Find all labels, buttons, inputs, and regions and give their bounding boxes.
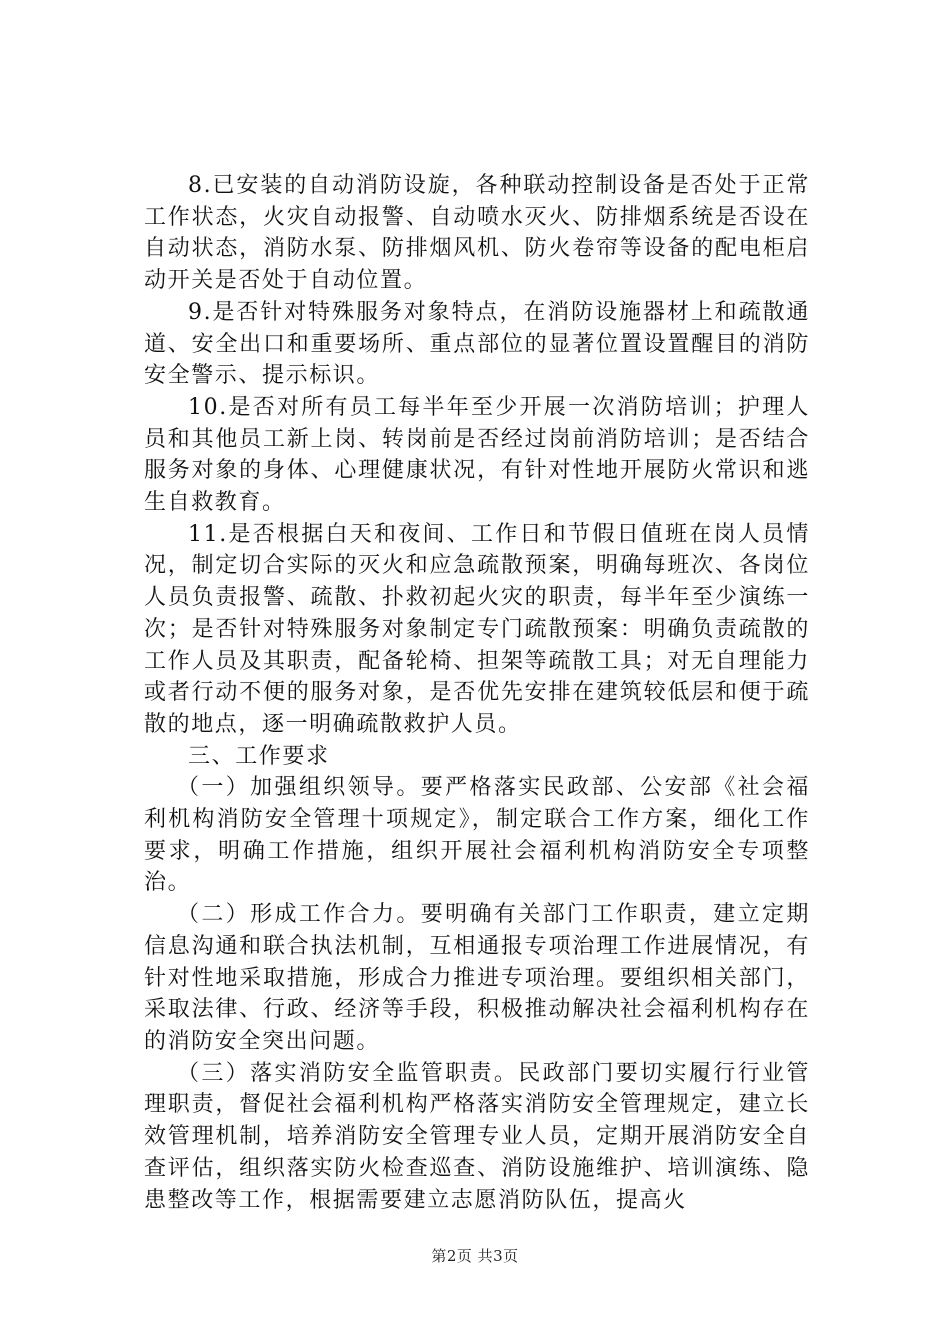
section-heading-work-requirements: 三、工作要求: [188, 743, 330, 769]
paragraph-item-11: 11.是否根据白天和夜间、工作日和节假日值班在岗人员情况，制定切合实际的灭火和应急疏散预案，明确每班次、各岗位人员负责报警、疏散、扑救初起火灾的职责，每半年至少演练一次；是否针对特殊服务对象制定专门疏散预案：明确负责疏散的工作人员及其职责，配备轮椅、担架等疏散工具；对无自理能力或者行动不便的服务对象，是否优先安排在建筑较低层和便于疏散的地点，逐一明确疏散救护人员。: [144, 521, 810, 737]
paragraph-item-9: 9.是否针对特殊服务对象特点，在消防设施器材上和疏散通道、安全出口和重要场所、重点部位的显著位置设置醒目的消防安全警示、提示标识。: [144, 299, 810, 389]
page-number-label: 第2页 共3页: [431, 1247, 519, 1265]
paragraph-item-8: 8.已安装的自动消防设旋，各种联动控制设备是否处于正常工作状态，火灾自动报警、自动喷水灭火、防排烟系统是否设在自动状态，消防水泵、防排烟风机、防火卷帘等设备的配电柜启动开关是否处于自动位置。: [144, 173, 810, 294]
paragraph-requirement-1: （一）加强组织领导。要严格落实民政部、公安部《社会福利机构消防安全管理十项规定》，制定联合工作方案，细化工作要求，明确工作措施，组织开展社会福利机构消防安全专项整治。: [144, 775, 810, 896]
paragraph-item-10: 10.是否对所有员工每半年至少开展一次消防培训；护理人员和其他员工新上岗、转岗前是否经过岗前消防培训；是否结合服务对象的身体、心理健康状况，有针对性地开展防火常识和逃生自救教育。: [144, 394, 810, 516]
paragraph-requirement-3: （三）落实消防安全监管职责。民政部门要切实履行行业管理职责，督促社会福利机构严格落实消防安全管理规定，建立长效管理机制，培养消防安全管理专业人员，定期开展消防安全自查评估，组织落实防火检查巡查、消防设施维护、培训演练、隐患整改等工作，根据需要建立志愿消防队伍，提高火: [144, 1060, 810, 1213]
paragraph-requirement-2: （二）形成工作合力。要明确有关部门工作职责，建立定期信息沟通和联合执法机制，互相通报专项治理工作进展情况，有针对性地采取措施，形成合力推进专项治理。要组织相关部门，采取法律、行政、经济等手段，积极推动解决社会福利机构存在的消防安全突出问题。: [144, 902, 810, 1054]
page-footer: [0, 1245, 950, 1266]
document-body: [144, 170, 810, 1216]
